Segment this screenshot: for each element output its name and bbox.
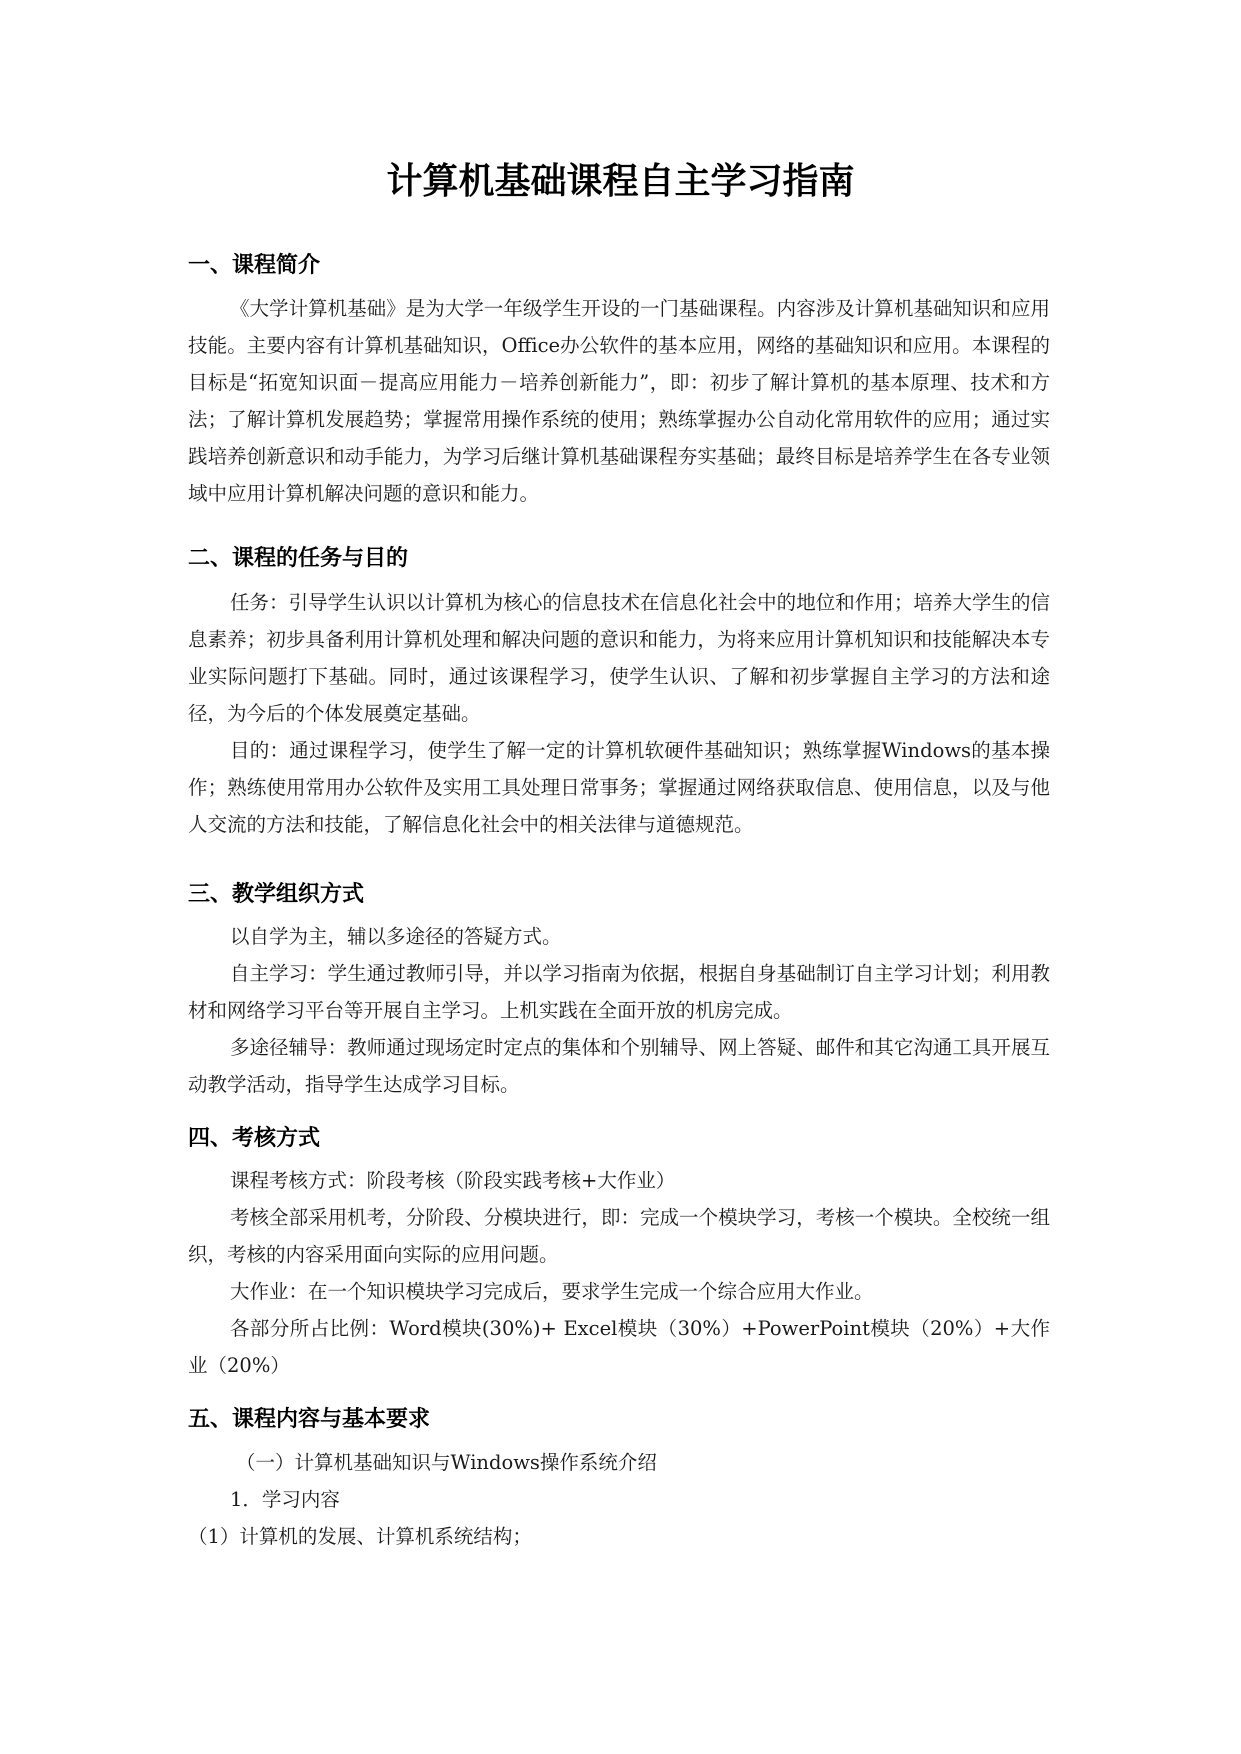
paragraph-weights: 各部分所占比例：Word模块(30%)+ Excel模块（30%）+PowerPoint模块（20%）+大作业（20%） <box>188 1317 1050 1377</box>
section-heading-task-goal: 二、课程的任务与目的 <box>188 546 409 571</box>
section-heading-content: 五、课程内容与基本要求 <box>188 1407 431 1432</box>
section-heading-intro: 一、课程简介 <box>188 253 321 278</box>
document-title: 计算机基础课程自主学习指南 <box>386 161 855 202</box>
list-item-1: （1）计算机的发展、计算机系统结构； <box>188 1525 532 1548</box>
paragraph-self-study-main: 以自学为主，辅以多途径的答疑方式。 <box>230 925 562 948</box>
section-heading-assessment: 四、考核方式 <box>188 1126 321 1151</box>
paragraph-assessment-method: 课程考核方式：阶段考核（阶段实践考核+大作业） <box>230 1169 676 1192</box>
paragraph-intro: 《大学计算机基础》是为大学一年级学生开设的一门基础课程。内容涉及计算机基础知识和应用技能。主要内容有计算机基础知识，Office办公软件的基本应用，网络的基础知识和应用。本课程的目标是“拓宽知识面－提高应用能力－培养创新能力”，即：初步了解计算机的基本原理、技术和方法；了解计算机发展趋势；掌握常用操作系统的使用；熟练掌握办公自动化常用软件的应用；通过实践培养创新意识和动手能力，为学习后继计算机基础课程夯实基础；最终目标是培养学生在各专业领域中应用计算机解决问题的意识和能力。 <box>188 297 1050 505</box>
subheading-learning-content: 1．学习内容 <box>230 1488 340 1511</box>
section-heading-organization: 三、教学组织方式 <box>188 882 365 907</box>
paragraph-self-study: 自主学习：学生通过教师引导，并以学习指南为依据，根据自身基础制订自主学习计划；利用教材和网络学习平台等开展自主学习。上机实践在全面开放的机房完成。 <box>188 962 1050 1022</box>
subheading-module-1: （一）计算机基础知识与Windows操作系统介绍 <box>236 1451 657 1474</box>
paragraph-assessment-detail: 考核全部采用机考，分阶段、分模块进行，即：完成一个模块学习，考核一个模块。全校统一组织，考核的内容采用面向实际的应用问题。 <box>188 1206 1050 1266</box>
paragraph-task: 任务：引导学生认识以计算机为核心的信息技术在信息化社会中的地位和作用；培养大学生的信息素养；初步具备利用计算机处理和解决问题的意识和能力，为将来应用计算机知识和技能解决本专业实际问题打下基础。同时，通过该课程学习，使学生认识、了解和初步掌握自主学习的方法和途径，为今后的个体发展奠定基础。 <box>188 591 1050 725</box>
paragraph-big-assignment: 大作业：在一个知识模块学习完成后，要求学生完成一个综合应用大作业。 <box>230 1280 874 1303</box>
paragraph-tutoring: 多途径辅导：教师通过现场定时定点的集体和个别辅导、网上答疑、邮件和其它沟通工具开展互动教学活动，指导学生达成学习目标。 <box>188 1036 1050 1096</box>
paragraph-goal: 目的：通过课程学习，使学生了解一定的计算机软硬件基础知识；熟练掌握Windows的基本操作；熟练使用常用办公软件及实用工具处理日常事务；掌握通过网络获取信息、使用信息，以及与他人交流的方法和技能，了解信息化社会中的相关法律与道德规范。 <box>188 739 1050 836</box>
